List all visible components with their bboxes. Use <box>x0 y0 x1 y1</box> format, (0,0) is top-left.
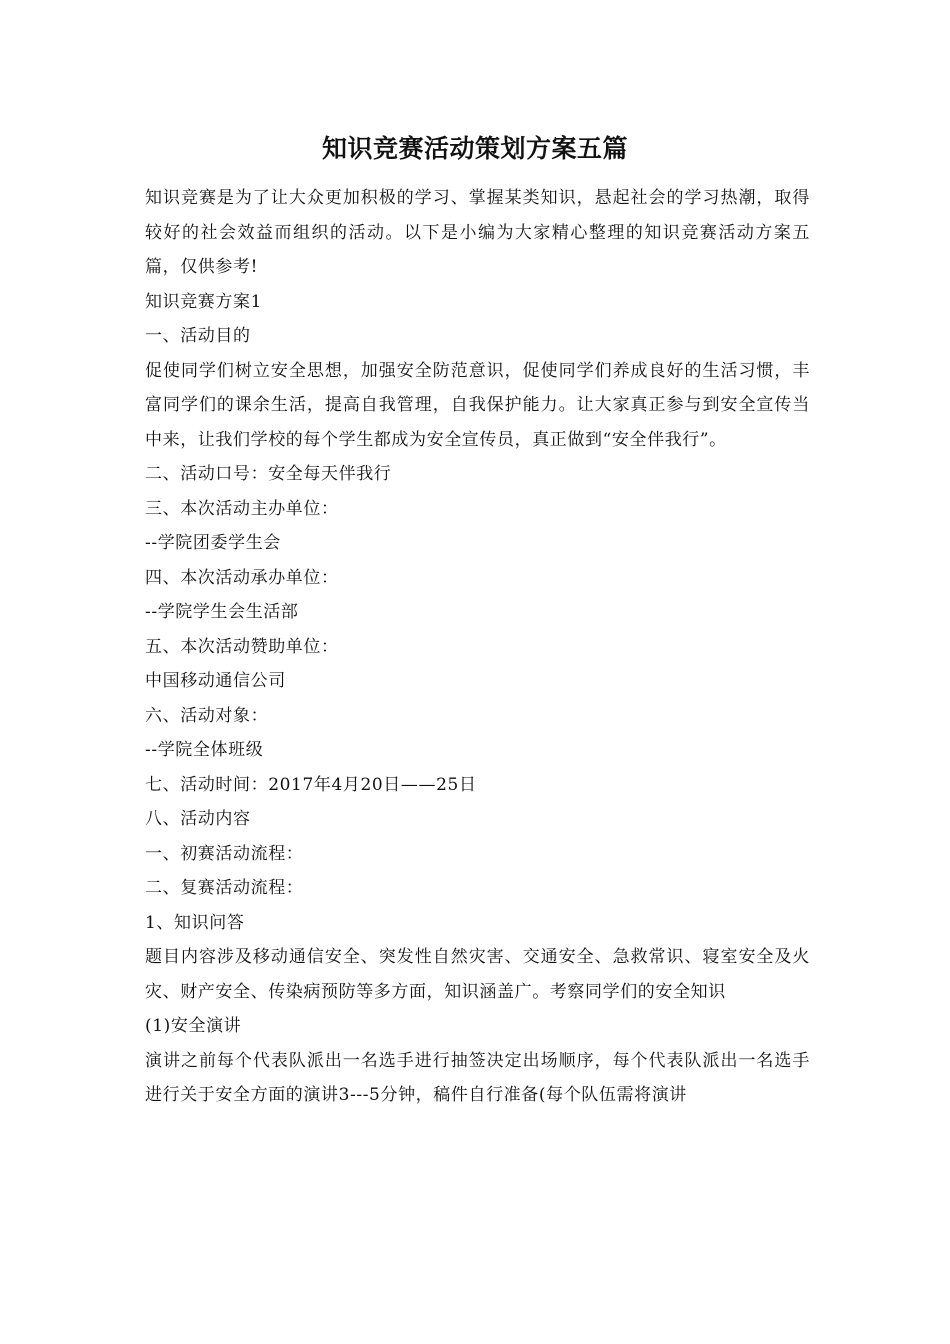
purpose-paragraph: 促使同学们树立安全思想，加强安全防范意识，促使同学们养成良好的生活习惯，丰富同学们的课余生活，提高自我管理，自我保护能力。让大家真正参与到安全宣传当中来，让我们学校的每个学生都成为安全宣传员，真正做到“安全伴我行”。 <box>145 360 810 450</box>
preliminary-heading: 一、初赛活动流程： <box>145 843 304 864</box>
sponsor-value: 中国移动通信公司 <box>145 671 286 691</box>
speech-heading: (1)安全演讲 <box>145 1016 242 1036</box>
organizer-heading: 三、本次活动主办单位： <box>145 498 339 519</box>
section-heading-purpose: 一、活动目的 <box>145 326 251 346</box>
quiz-heading: 1、知识问答 <box>145 912 245 933</box>
audience-heading: 六、活动对象： <box>145 705 269 726</box>
slogan-line: 二、活动口号：安全每天伴我行 <box>145 464 392 484</box>
sponsor-heading: 五、本次活动赞助单位： <box>145 636 339 657</box>
semifinal-heading: 二、复赛活动流程： <box>145 878 304 898</box>
document-title: 知识竞赛活动策划方案五篇 <box>321 134 628 163</box>
audience-value: --学院全体班级 <box>145 740 264 760</box>
quiz-paragraph: 题目内容涉及移动通信安全、突发性自然灾害、交通安全、急救常识、寝室安全及火灾、财产安全、传染病预防等多方面，知识涵盖广。考察同学们的安全知识 <box>145 947 810 1002</box>
section-heading-plan-1: 知识竞赛方案1 <box>145 291 263 312</box>
host-value: --学院学生会生活部 <box>145 602 299 622</box>
intro-paragraph: 知识竞赛是为了让大众更加积极的学习、掌握某类知识，悬起社会的学习热潮，取得较好的社会效益而组织的活动。以下是小编为大家精心整理的知识竞赛活动方案五篇，仅供参考! <box>145 188 810 277</box>
time-line: 七、活动时间：2017年4月20日——25日 <box>145 774 477 795</box>
document-body <box>145 181 810 1113</box>
organizer-value: --学院团委学生会 <box>145 533 281 553</box>
speech-paragraph: 演讲之前每个代表队派出一名选手进行抽签决定出场顺序，每个代表队派出一名选手进行关于安全方面的演讲3---5分钟，稿件自行准备(每个队伍需将演讲 <box>145 1050 810 1105</box>
host-heading: 四、本次活动承办单位： <box>145 567 339 588</box>
content-heading: 八、活动内容 <box>145 809 251 829</box>
